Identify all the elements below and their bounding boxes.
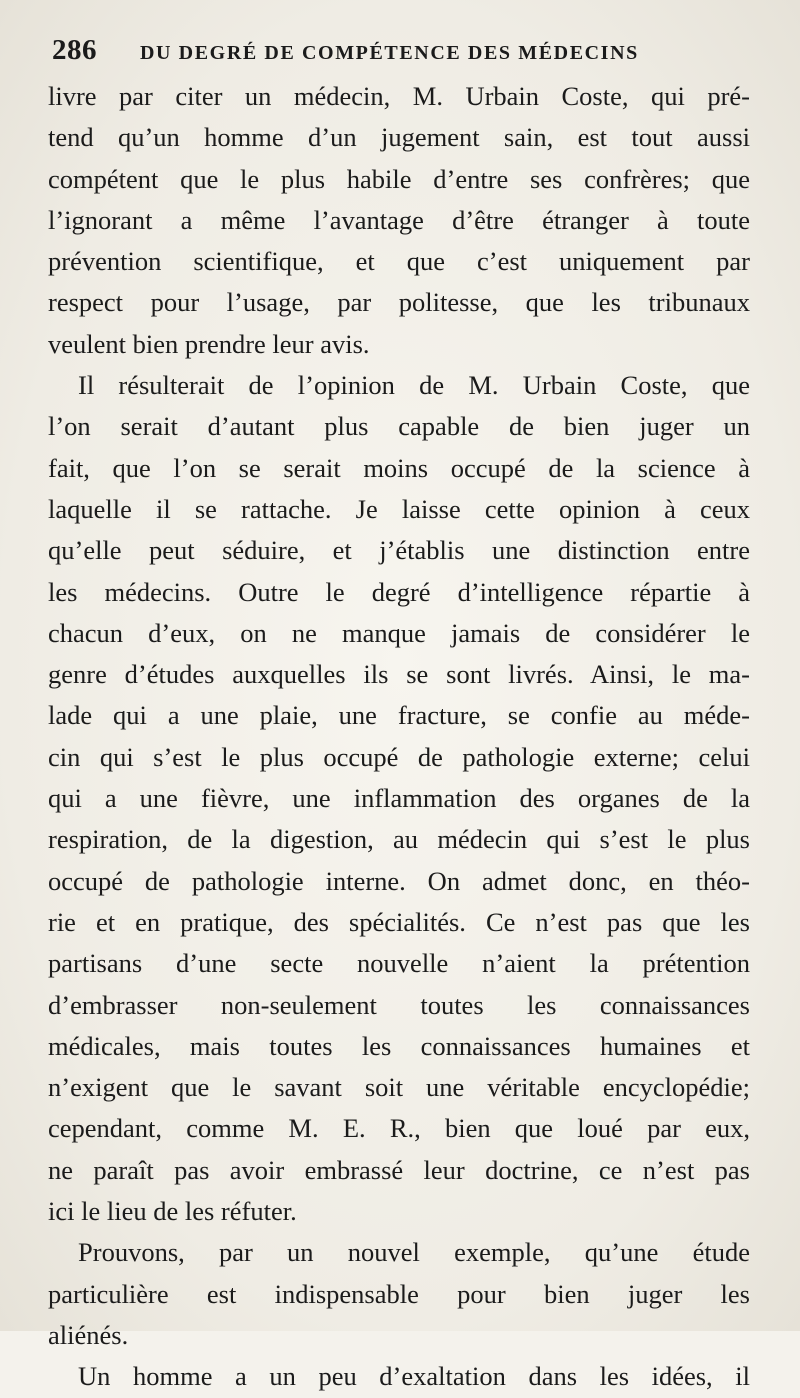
text-line: l’ignorant a même l’avantage d’être étranger à toute: [48, 204, 750, 235]
text-line: respiration, de la digestion, au médecin qui s’est le plus: [48, 824, 750, 855]
text-line: partisans d’une secte nouvelle n’aient la prétention: [48, 948, 750, 979]
text-line: occupé de pathologie interne. On admet donc, en théo-: [48, 865, 750, 896]
text-line: qu’elle peut séduire, et j’établis une distinction entre: [48, 535, 750, 566]
text-line: prévention scientifique, et que c’est uniquement par: [48, 246, 750, 277]
text-line: les médecins. Outre le degré d’intelligence répartie à: [48, 576, 750, 607]
text-line: n’exigent que le savant soit une véritable encyclopédie;: [48, 1072, 750, 1103]
text-line: laquelle il se rattache. Je laisse cette opinion à ceux: [48, 493, 750, 524]
text-line: chacun d’eux, on ne manque jamais de considérer le: [48, 617, 750, 648]
text-line: Il résulterait de l’opinion de M. Urbain Coste, que: [78, 370, 750, 401]
text-line: ici le lieu de les réfuter.: [48, 1196, 297, 1227]
text-line: cependant, comme M. E. R., bien que loué par eux,: [48, 1113, 750, 1144]
text-line: rie et en pratique, des spécialités. Ce n’est pas que les: [48, 906, 750, 937]
text-line: genre d’études auxquelles ils se sont livrés. Ainsi, le ma-: [48, 659, 750, 690]
body-text: [48, 76, 752, 1398]
text-line: veulent bien prendre leur avis.: [48, 328, 370, 359]
text-line: qui a une fièvre, une inflammation des organes de la: [48, 783, 750, 814]
text-line: compétent que le plus habile d’entre ses confrères; que: [48, 163, 750, 194]
text-line: particulière est indispensable pour bien juger les: [48, 1278, 750, 1309]
text-line: ne paraît pas avoir embrassé leur doctrine, ce n’est pas: [48, 1154, 750, 1185]
running-head: [52, 34, 752, 74]
text-line: médicales, mais toutes les connaissances humaines et: [48, 1030, 750, 1061]
text-line: Un homme a un peu d’exaltation dans les idées, il: [78, 1361, 750, 1392]
running-title: DU DEGRÉ DE COMPÉTENCE DES MÉDECINS: [140, 42, 639, 64]
text-line: l’on serait d’autant plus capable de bien juger un: [48, 411, 750, 442]
text-line: lade qui a une plaie, une fracture, se confie au méde-: [48, 700, 750, 731]
text-line: Prouvons, par un nouvel exemple, qu’une étude: [78, 1237, 750, 1268]
text-line: fait, que l’on se serait moins occupé de la science à: [48, 452, 750, 483]
text-line: cin qui s’est le plus occupé de pathologie externe; celui: [48, 741, 750, 772]
text-line: respect pour l’usage, par politesse, que les tribunaux: [48, 287, 750, 318]
text-line: livre par citer un médecin, M. Urbain Coste, qui pré-: [48, 81, 750, 111]
text-line: tend qu’un homme d’un jugement sain, est tout aussi: [48, 122, 750, 153]
text-line: aliénés.: [48, 1319, 129, 1350]
text-line: d’embrasser non-seulement toutes les connaissances: [48, 989, 750, 1020]
page-number: 286: [52, 34, 97, 66]
